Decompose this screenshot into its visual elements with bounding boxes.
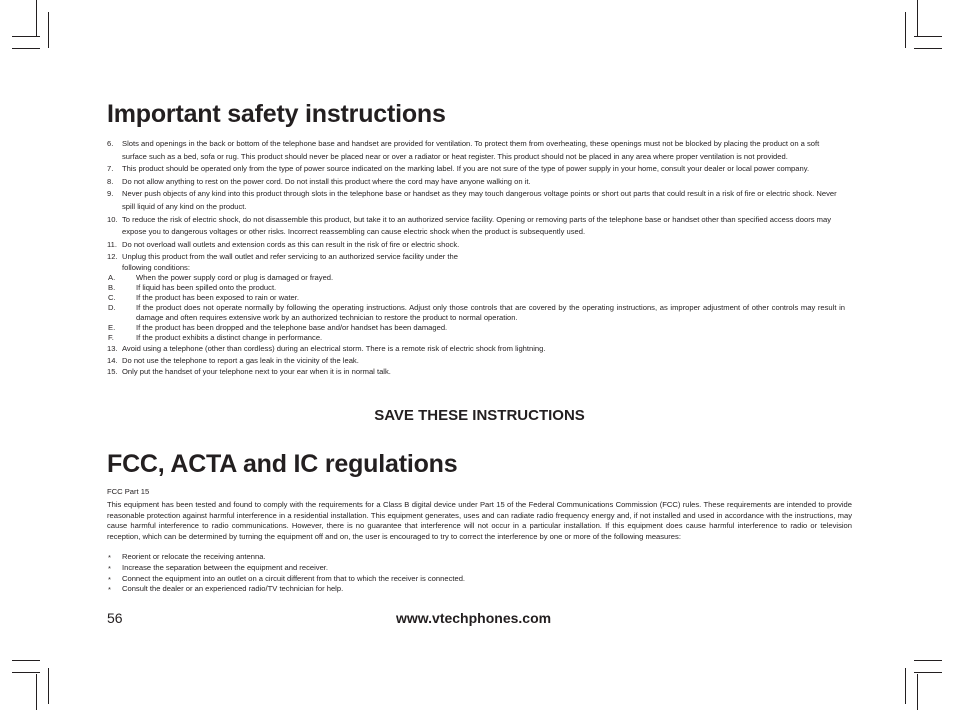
- item-number: 11.: [107, 239, 117, 249]
- condition-text: If the product has been exposed to rain or water.: [136, 293, 299, 303]
- item-text: Do not use the telephone to report a gas leak in the vicinity of the leak.: [122, 355, 359, 365]
- list-item: [107, 214, 845, 239]
- crop-mark: [917, 0, 918, 36]
- crop-mark: [917, 674, 918, 710]
- condition-item: [107, 273, 845, 283]
- item-number: 15.: [107, 367, 118, 377]
- item-number: 6.: [107, 139, 114, 148]
- condition-letter: D.: [108, 303, 116, 313]
- list-item: [107, 138, 845, 163]
- fcc-paragraph: This equipment has been tested and found to comply with the requirements for a Class B digital device under Part 15 of the Federal Communications Commission (FCC) rules. These requirements are intended to provide reasonable protection against harmful interference in a residential installation. This equipment generates, uses and can radiate radio frequency energy and, if not installed and used in accordance with the instructions, may cause harmful interference to radio communications. However, there is no guarantee that interference will not occur in a particular installation. If this equipment does cause harmful interference to radio or television reception, which can be determined by turning the equipment off and on, the user is encouraged to try to correct the interference by one or more of the following measures:: [107, 500, 852, 541]
- item-number: 12.: [107, 252, 118, 262]
- list-item: [107, 574, 852, 585]
- item-text: Do not overload wall outlets and extension cords as this can result in the risk of fire or electric shock.: [122, 239, 460, 249]
- condition-item: [107, 323, 845, 333]
- website-url: www.vtechphones.com: [396, 610, 552, 626]
- item-text: Never push objects of any kind into this product through slots in the telephone base or handset as they may touch dangerous voltage points or short out parts that could result in a risk of fire or electric shock. Never spill liquid of any kind on the product.: [122, 189, 837, 211]
- save-instructions-heading: SAVE THESE INSTRUCTIONS: [374, 407, 585, 424]
- crop-mark: [914, 660, 942, 661]
- crop-mark: [36, 0, 37, 36]
- item-number: 10.: [107, 214, 118, 224]
- crop-mark: [12, 48, 40, 49]
- item-number: 8.: [107, 176, 114, 186]
- list-item: [107, 163, 845, 176]
- crop-mark: [905, 668, 906, 704]
- list-item: [107, 176, 845, 189]
- list-item: [107, 366, 845, 378]
- condition-text: If the product does not operate normally by following the operating instructions. Adjust only those controls that are covered by the operating instructions, as improper adjustment of other controls may result in damage and often requires extensive work by an authorized technician to restore the product to normal operation.: [136, 303, 845, 323]
- item-text: Avoid using a telephone (other than cordless) during an electrical storm. There is a remote risk of electric shock from lightning.: [122, 344, 546, 354]
- measure-text: Consult the dealer or an experienced radio/TV technician for help.: [122, 584, 344, 594]
- safety-instructions-list: [107, 138, 845, 378]
- item-text-continued: following conditions:: [122, 263, 190, 273]
- item-text: Slots and openings in the back or bottom of the telephone base and handset are provided for ventilation. To protect them from overheating, these openings must not be blocked by placing the product on a soft surface such as a bed, sofa or rug. This product should never be placed near or over a radiator or heat register. This product should not be placed in any area where proper ventilation is not provided.: [122, 139, 820, 161]
- item-text: To reduce the risk of electric shock, do not disassemble this product, but take it to an authorized service facility. Opening or removing parts of the telephone base or handset other than specified access doors may expose you to dangerous voltages or other risks. Incorrect reassembling can cause electric shock when the product is subsequently used.: [122, 214, 831, 237]
- crop-mark: [48, 12, 49, 48]
- condition-item: [107, 303, 845, 323]
- condition-item: [107, 293, 845, 303]
- condition-text: If liquid has been spilled onto the product.: [136, 283, 277, 293]
- item-number: 14.: [107, 355, 118, 365]
- item-number: 13.: [107, 344, 118, 354]
- list-item: [107, 563, 852, 574]
- list-item: [107, 251, 845, 273]
- section-title-fcc: FCC, ACTA and IC regulations: [107, 450, 458, 478]
- bullet-mark: *: [108, 553, 111, 563]
- measure-text: Increase the separation between the equipment and receiver.: [122, 562, 329, 572]
- crop-mark: [12, 660, 40, 661]
- bullet-mark: *: [108, 585, 111, 595]
- item-text: Do not allow anything to rest on the power cord. Do not install this product where the cord may have anyone walking on it.: [122, 176, 531, 186]
- crop-mark: [914, 48, 942, 49]
- fcc-section: [107, 486, 852, 595]
- list-item: [107, 188, 845, 213]
- crop-mark: [905, 12, 906, 48]
- list-item: [107, 584, 852, 595]
- item-number: 9.: [107, 189, 114, 199]
- fcc-part-label: FCC Part 15: [107, 487, 150, 496]
- condition-letter: B.: [108, 283, 116, 293]
- crop-mark: [914, 672, 942, 673]
- condition-text: If the product exhibits a distinct change in performance.: [136, 333, 323, 343]
- measure-text: Reorient or relocate the receiving antenna.: [122, 552, 266, 562]
- fcc-measures-list: [107, 552, 852, 594]
- condition-letter: F.: [108, 333, 114, 343]
- crop-mark: [914, 36, 942, 37]
- condition-item: [107, 333, 845, 343]
- list-item: [107, 239, 845, 252]
- bullet-mark: *: [108, 563, 111, 573]
- crop-mark: [48, 668, 49, 704]
- condition-letter: E.: [108, 323, 116, 333]
- condition-letter: A.: [108, 273, 116, 283]
- item-text: Unplug this product from the wall outlet and refer servicing to an authorized service facility under the: [122, 252, 458, 262]
- measure-text: Connect the equipment into an outlet on a circuit different from that to which the receiver is connected.: [122, 573, 466, 583]
- condition-text: If the product has been dropped and the telephone base and/or handset has been damaged.: [136, 323, 448, 333]
- list-item: [107, 343, 845, 355]
- list-item: [107, 552, 852, 563]
- condition-item: [107, 283, 845, 293]
- crop-mark: [36, 674, 37, 710]
- bullet-mark: *: [108, 574, 111, 584]
- item-number: 7.: [107, 164, 114, 174]
- section-title-safety: Important safety instructions: [107, 100, 446, 128]
- page-number: 56: [107, 610, 123, 626]
- item-text: This product should be operated only from the type of power source indicated on the marking label. If you are not sure of the type of power supply in your home, consult your dealer or local power company.: [122, 164, 810, 174]
- crop-mark: [12, 36, 40, 37]
- crop-mark: [12, 672, 40, 673]
- condition-letter: C.: [108, 293, 116, 303]
- item-text: Only put the handset of your telephone next to your ear when it is in normal talk.: [122, 367, 391, 377]
- list-item: [107, 355, 845, 367]
- condition-text: When the power supply cord or plug is damaged or frayed.: [136, 273, 334, 283]
